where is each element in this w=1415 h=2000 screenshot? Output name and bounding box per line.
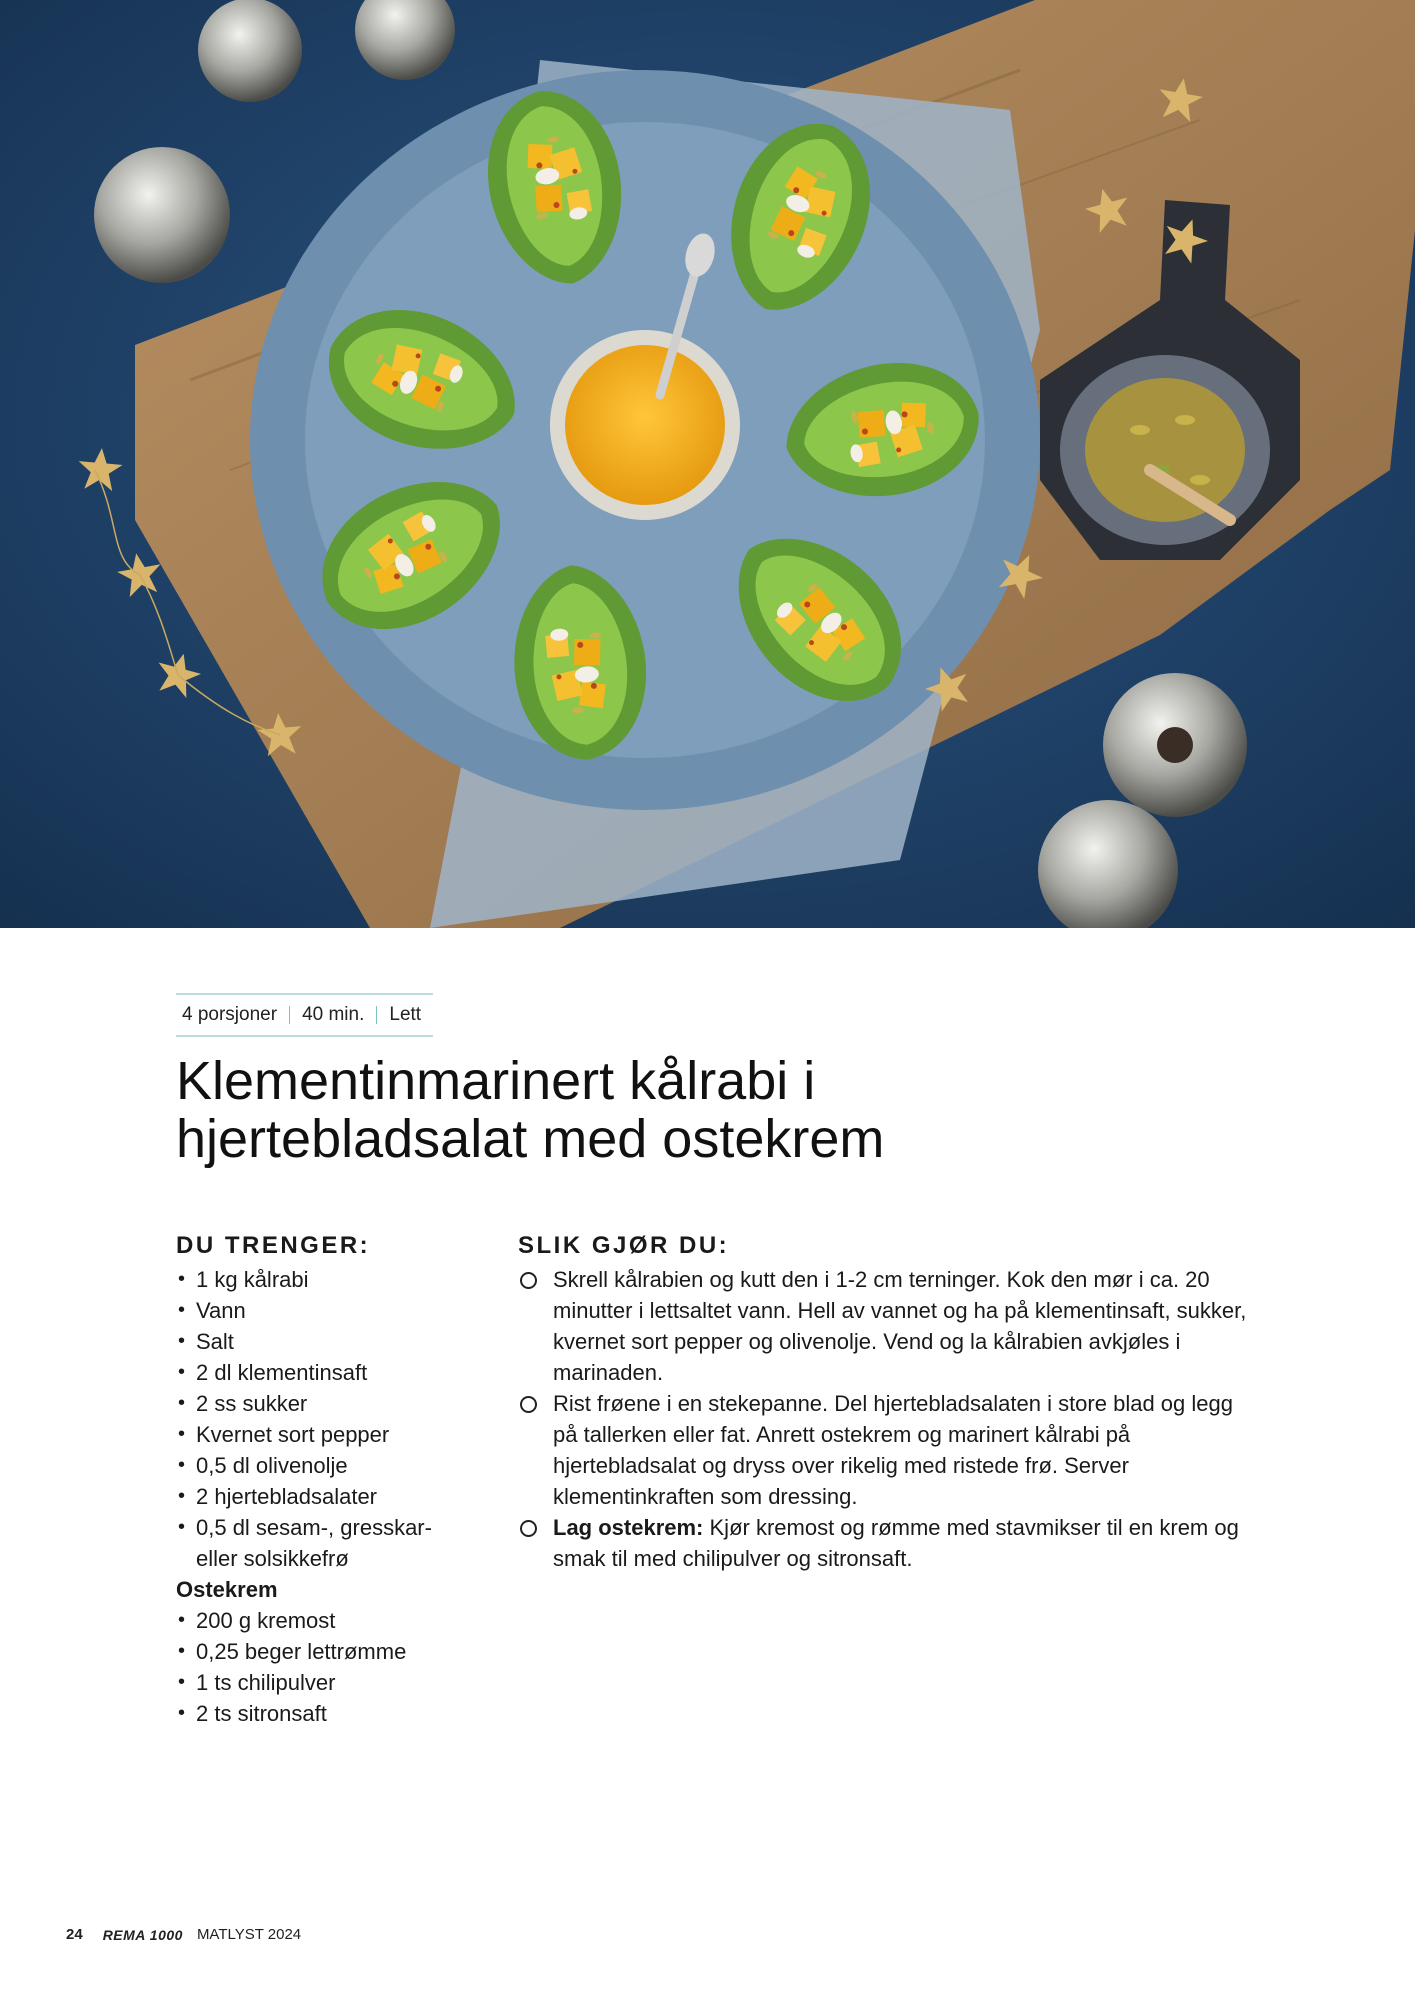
method-heading: SLIK GJØR DU: (518, 1232, 730, 1259)
difficulty-label: Lett (389, 1004, 422, 1025)
ingredients-list (176, 1264, 476, 1574)
recipe-title-line-1: Klementinmarinert kålrabi i (176, 1051, 816, 1111)
method-step (518, 1264, 1248, 1388)
ostekrem-ingredients-list (176, 1605, 476, 1729)
ingredient-item: • 0,25 beger lettrømme (176, 1636, 476, 1667)
step-text: Rist frøene i en stekepanne. Del hjertebladsalaten i store blad og legg på tallerken eller fat. Anrett ostekrem og marinert kålrabi på hjertebladsalat og dryss over rikelig med ristede frø. Server klementinkraften som dressing. (553, 1391, 1233, 1509)
ingredient-item: • 2 dl klementinsaft (176, 1357, 476, 1388)
step-text: Skrell kålrabien og kutt den i 1-2 cm terninger. Kok den mør i ca. 20 minutter i lettsaltet vann. Hell av vannet og ha på klementinsaft, sukker, kvernet sort pepper og olivenolje. Vend og la kålrabien avkjøles i marinaden. (553, 1267, 1247, 1385)
circle-bullet-icon (520, 1396, 537, 1413)
circle-bullet-icon (520, 1520, 537, 1537)
ingredients-heading: DU TRENGER: (176, 1232, 371, 1259)
hero-photo (0, 0, 1415, 928)
ingredients-section (176, 1232, 476, 1729)
circle-bullet-icon (520, 1272, 537, 1289)
ostekrem-subheading: Ostekrem (176, 1577, 278, 1602)
seeds-line-2: eller solsikkefrø (196, 1546, 349, 1571)
ingredient-item: • 2 ss sukker (176, 1388, 476, 1419)
method-step (518, 1388, 1248, 1512)
step-text: Kjør kremost og rømme med stavmikser til en krem og smak til med chilipulver og sitronsaft. (553, 1515, 1239, 1571)
page-footer (66, 1926, 301, 1943)
ingredient-item: • 2 ts sitronsaft (176, 1698, 476, 1729)
ingredient-item-seeds (176, 1512, 476, 1574)
recipe-title (176, 1052, 1276, 1168)
recipe-title-line-2: hjertebladsalat med ostekrem (176, 1109, 885, 1169)
publication-name: MATLYST 2024 (196, 1926, 302, 1943)
ingredient-item: • 0,5 dl olivenolje (176, 1450, 476, 1481)
step-bold-label: Lag ostekrem: (553, 1515, 704, 1540)
method-step (518, 1512, 1248, 1574)
ingredient-item: • 1 ts chilipulver (176, 1667, 476, 1698)
recipe-meta-bar (176, 993, 433, 1037)
ingredient-item: • Salt (176, 1326, 476, 1357)
ingredient-item: • 200 g kremost (176, 1605, 476, 1636)
time-label: 40 min. (302, 1004, 365, 1025)
brand-logo: REMA 1000 (102, 1926, 183, 1943)
page-number: 24 (66, 1926, 83, 1943)
ingredient-item: • Vann (176, 1295, 476, 1326)
seeds-line-1: 0,5 dl sesam-, gresskar- (196, 1515, 432, 1540)
method-section (518, 1232, 1248, 1574)
method-steps (518, 1264, 1248, 1574)
servings-label: 4 porsjoner (182, 1004, 278, 1025)
ingredient-item: • 2 hjertebladsalater (176, 1481, 476, 1512)
ingredient-item: • Kvernet sort pepper (176, 1419, 476, 1450)
ingredient-item: • 1 kg kålrabi (176, 1264, 476, 1295)
